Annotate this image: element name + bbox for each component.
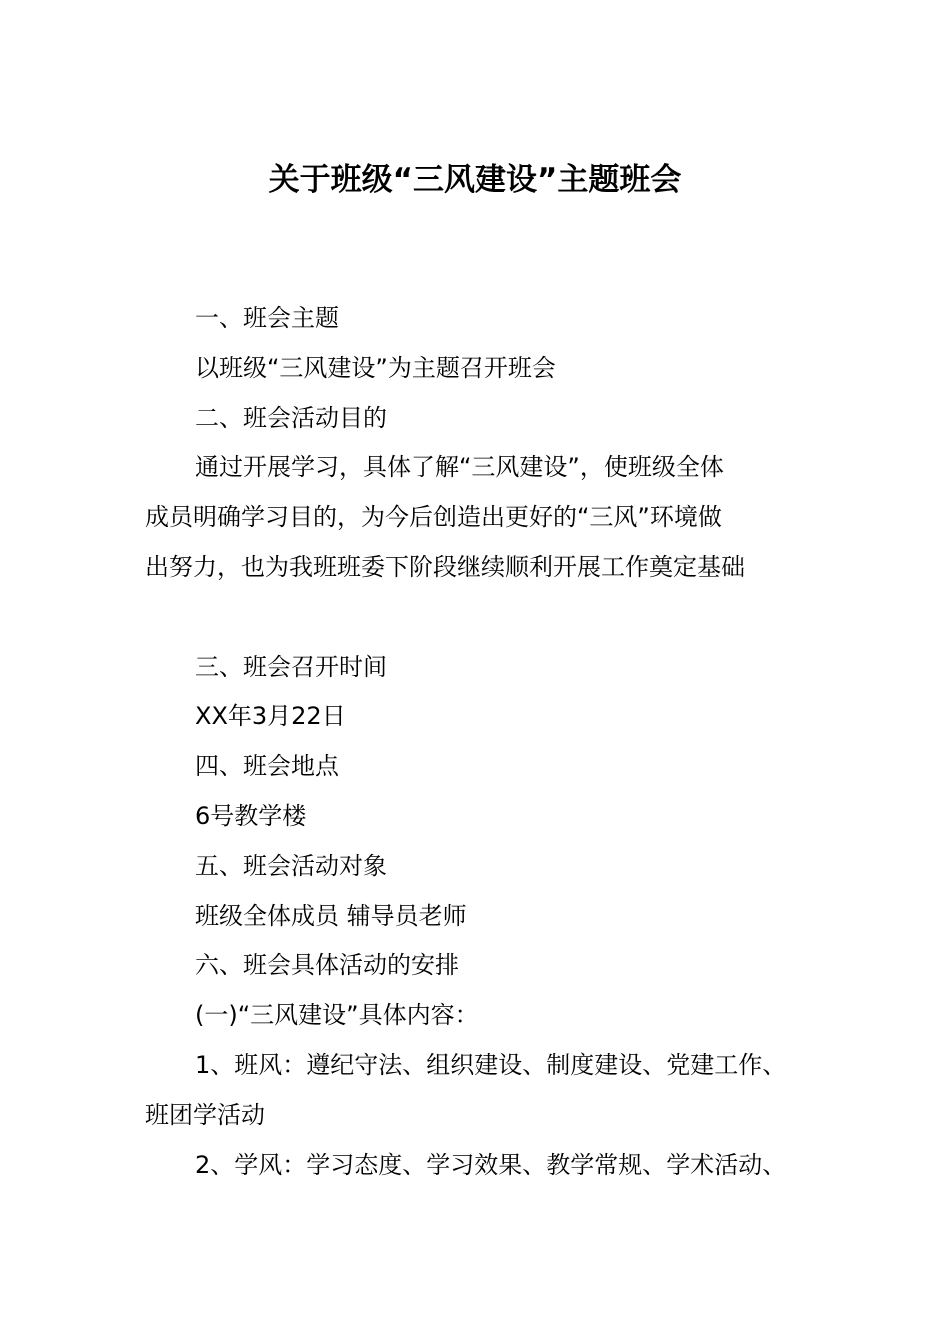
meeting-location: 6号教学楼 xyxy=(195,801,307,830)
item-2-line-1: 2、学风：学习态度、学习效果、教学常规、学术活动、 xyxy=(195,1150,787,1179)
document-title: 关于班级“三风建设”主题班会 xyxy=(268,162,682,198)
subsection-heading-1: (一)“三风建设”具体内容： xyxy=(195,1001,479,1030)
section-heading-4: 四、班会地点 xyxy=(195,752,339,781)
section-text-theme: 以班级“三风建设”为主题召开班会 xyxy=(195,353,556,382)
paragraph-gap xyxy=(145,593,825,643)
meeting-date: XX年3月22日 xyxy=(195,702,346,731)
purpose-line-2: 成员明确学习目的，为今后创造出更好的“三风”环境做 xyxy=(145,503,722,532)
section-heading-2: 二、班会活动目的 xyxy=(195,403,387,432)
item-1-line-1: 1、班风：遵纪守法、组织建设、制度建设、党建工作、 xyxy=(195,1050,787,1079)
section-heading-5: 五、班会活动对象 xyxy=(195,851,387,880)
meeting-participants: 班级全体成员 辅导员老师 xyxy=(195,901,467,930)
item-1-line-2: 班团学活动 xyxy=(145,1100,265,1129)
purpose-line-1: 通过开展学习，具体了解“三风建设”，使班级全体 xyxy=(195,453,724,482)
purpose-line-3: 出努力，也为我班班委下阶段继续顺利开展工作奠定基础 xyxy=(145,552,745,581)
section-heading-6: 六、班会具体活动的安排 xyxy=(195,951,459,980)
section-heading-1: 一、班会主题 xyxy=(195,304,339,332)
section-heading-3: 三、班会召开时间 xyxy=(195,652,387,681)
document-body xyxy=(145,294,825,1190)
